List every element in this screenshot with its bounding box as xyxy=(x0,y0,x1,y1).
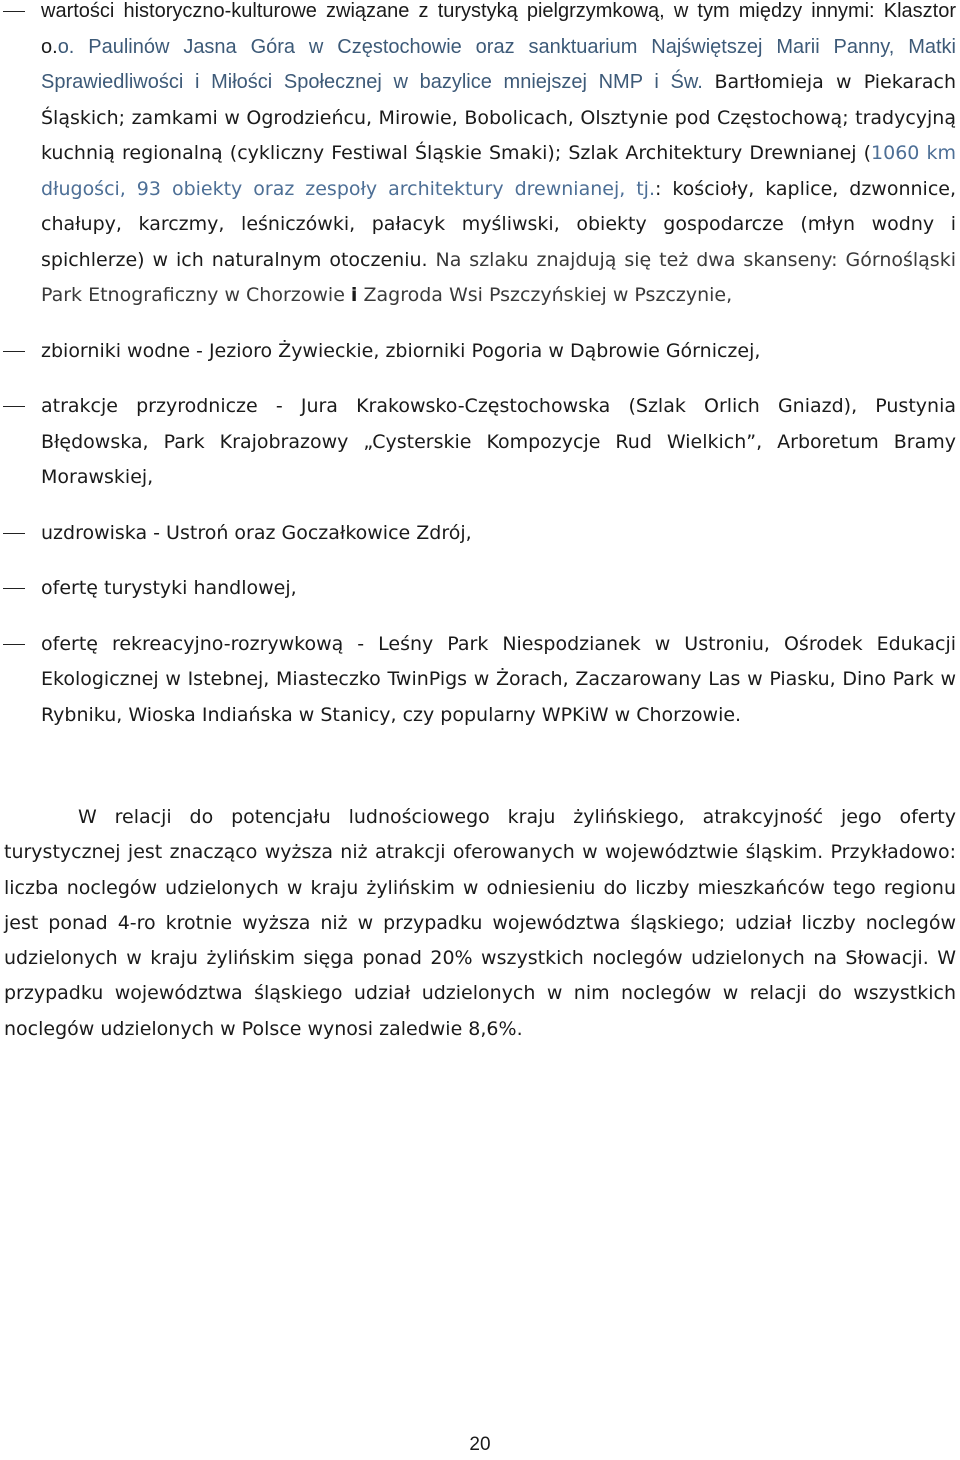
text-segment: : kościoły, kaplice, dzwonnice, chałupy, karczmy, leśniczówki, pałacyk myśliwski, obiekty gospodarcze (młyn wodny i spichlerze) w ich naturalnym otoczeniu. xyxy=(41,177,956,271)
dash-bullet-icon xyxy=(3,351,25,352)
list-item xyxy=(0,334,956,370)
list-item xyxy=(0,516,956,552)
dash-bullet-icon xyxy=(3,644,25,645)
text-segment: wartości historyczno-kulturowe związane z turystyką pielgrzymkową, w tym między innymi: Klasztor o. xyxy=(41,0,956,58)
text-segment-bold: i xyxy=(350,284,358,306)
list-item xyxy=(0,0,956,314)
page-number: 20 xyxy=(469,1434,491,1455)
list-item-text: uzdrowiska - Ustroń oraz Goczałkowice Zdrój, xyxy=(41,521,472,544)
dash-bullet-icon xyxy=(3,11,25,12)
text-segment: Bartłomieja w Piekarach Śląskich; zamkami w Ogrodzieńcu, Mirowie, Bobolicach, Olsztynie pod Częstochową; tradycyjną kuchnią regionalną (cykliczny Festiwal Śląskie Smaki); Szlak Architektury Drewnianej ( xyxy=(41,71,956,164)
list-item xyxy=(0,571,956,607)
dash-bullet-icon xyxy=(3,533,25,534)
list-item xyxy=(0,389,956,496)
text-segment: Na szlaku znajdują się też dwa skanseny: Górnośląski Park Etnograficzny w Chorzowie xyxy=(41,248,956,306)
dash-bullet-icon xyxy=(3,406,25,407)
body-paragraph: W relacji do potencjału ludnościowego kraju żylińskiego, atrakcyjność jego oferty turystycznej jest znacząco wyższa niż atrakcji oferowanych w województwie śląskim. Przykładowo: liczba noclegów udzielonych w kraju żylińskim w odniesieniu do liczby mieszkańców tego regionu jest ponad 4-ro krotnie wyższa niż w przypadku województwa śląskiego; udział liczby noclegów udzielonych w kraju żylińskim sięga ponad 20% wszystkich noclegów udzielonych na Słowacji. W przypadku województwa śląskiego udział udzielonych w nim noclegów w relacji do wszystkich noclegów udzielonych w Polsce wynosi zaledwie 8,6%. xyxy=(4,806,956,1040)
text-segment: Zagroda Wsi Pszczyńskiej w Pszczynie, xyxy=(357,284,733,306)
dash-bullet-icon xyxy=(3,588,25,589)
list-item-text: zbiorniki wodne - Jezioro Żywieckie, zbiorniki Pogoria w Dąbrowie Górniczej, xyxy=(41,339,761,362)
list-item-text: ofertę rekreacyjno-rozrywkową - Leśny Park Niespodzianek w Ustroniu, Ośrodek Edukacji Ekologicznej w Istebnej, Miasteczko TwinPigs w Żorach, Zaczarowany Las w Piasku, Dino Park w Rybniku, Wioska Indiańska w Stanicy, czy popularny WPKiW w Chorzowie. xyxy=(41,632,956,726)
list-item-text xyxy=(41,0,956,306)
text-segment-highlight: o. Paulinów Jasna Góra w Częstochowie oraz sanktuarium Najświętszej Marii Panny, Matki Sprawiedliwości i Miłości Społecznej w bazylice mniejszej NMP i Św. xyxy=(41,35,956,93)
list-item-text: atrakcje przyrodnicze - Jura Krakowsko-Częstochowska (Szlak Orlich Gniazd), Pustynia Błędowska, Park Krajobrazowy „Cysterskie Kompozycje Rud Wielkich”, Arboretum Bramy Morawskiej, xyxy=(41,395,956,488)
list-item-text: ofertę turystyki handlowej, xyxy=(41,577,297,599)
text-segment-highlight: 1060 km długości, 93 obiekty oraz zespoły architektury drewnianej, tj. xyxy=(41,142,956,200)
list-item xyxy=(0,627,956,734)
